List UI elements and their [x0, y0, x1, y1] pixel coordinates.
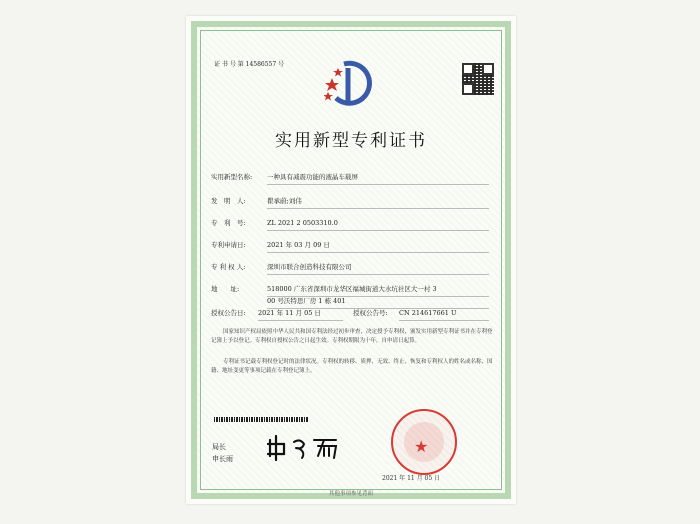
official-seal: ★ [391, 409, 457, 475]
cnipa-logo [324, 58, 378, 108]
footer-note: 其他事项参见背面 [328, 491, 373, 497]
handwritten-signature [266, 434, 356, 462]
signature-title: 局长 [212, 443, 226, 451]
qr-code [462, 63, 494, 95]
signature-name: 申长雨 [212, 455, 233, 463]
certificate-number: 证 书 号 第 14586557 号 [214, 61, 285, 68]
seal-date: 2021 年 11 月 05 日 [382, 475, 441, 482]
certificate-paragraph-2: 专利证书记载专利权登记时的法律状况。专利权的转移、质押、无效、终止、恢复和专利权人的姓名或名称、国籍、地址变更等事项记载在专利登记簿上。 [211, 359, 493, 374]
patent-certificate: 证 书 号 第 14586557 号 实用新型专利证书 实用新型名称: 一种具有减震功能的液晶车载屏 发 明 人: 瞿承蔚;刘伟 专 利 号: ZL 2021 2 0503310.0 专利申请日: 2021 年 03 月 09 日 专 利 权 人: 深圳市联合创造科技有限公司 地 址: 518000 广东省深圳市龙华区福城街道大水坑社区大一村 3 00 号沃特思厂房 1 栋 401 授权公告日: 2021 年 11 月 05 日 授权公告号: CN 214617661 U 国家知识产权局依照中华人民共和国专利法经过初步审查，决定授予专利权，颁发实用新型专利证书并在专利登记簿上予以登记。专利权自授权公告之日起生效。专利权期限为十年，自申请日起算。 专利证书记载专利权登记时的法律状况。专利权的转移、质押、无效、终止、恢复和专利权人的姓名或名称、国籍、地址变更等事项记载在专利登记簿上。 局长 申长雨 ★ 2021 年 11 月 05 日 其他事项参见背面 [186, 16, 516, 504]
certificate-title: 实用新型专利证书 [275, 131, 427, 151]
certificate-paragraph-1: 国家知识产权局依照中华人民共和国专利法经过初步审查，决定授予专利权，颁发实用新型专利证书并在专利登记簿上予以登记。专利权自授权公告之日起生效。专利权期限为十年，自申请日起算。 [211, 329, 493, 344]
barcode [214, 417, 309, 422]
